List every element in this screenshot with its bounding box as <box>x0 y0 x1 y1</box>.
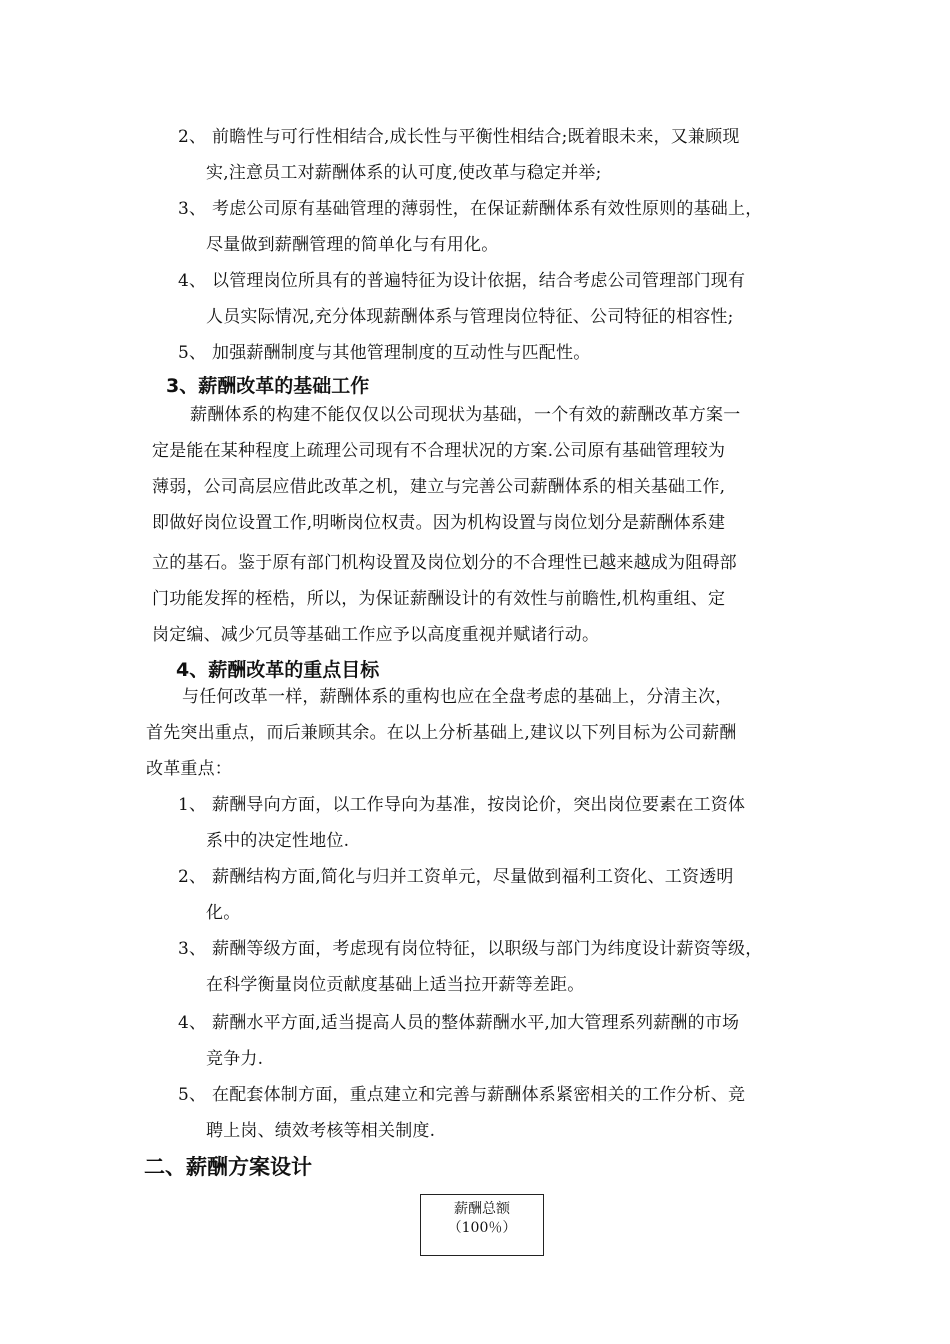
list-item-continuation: 系中的决定性地位. <box>206 831 350 851</box>
list-text: 薪酬结构方面,简化与归并工资单元，尽量做到福利工资化、工资透明 <box>212 867 734 887</box>
list-item-continuation: 尽量做到薪酬管理的简单化与有用化。 <box>206 235 499 255</box>
paragraph-line: 首先突出重点，而后兼顾其余。在以上分析基础上,建议以下列目标为公司薪酬 <box>146 723 737 743</box>
box-percentage: （100％） <box>447 1220 517 1236</box>
list-number: 5、 <box>178 1085 207 1105</box>
list-item <box>178 866 734 888</box>
list-item <box>178 270 745 292</box>
paragraph-line: 改革重点： <box>146 759 232 779</box>
paragraph-line: 薪酬体系的构建不能仅仅以公司现状为基础，一个有效的薪酬改革方案一 <box>190 405 741 425</box>
list-item <box>178 1084 745 1106</box>
chapter-heading: 二、薪酬方案设计 <box>144 1155 312 1179</box>
list-item <box>178 794 745 816</box>
list-number: 2、 <box>178 127 207 147</box>
paragraph-line: 即做好岗位设置工作,明晰岗位权责。因为机构设置与岗位划分是薪酬体系建 <box>152 513 726 533</box>
list-number: 3、 <box>178 939 207 959</box>
list-text: 在配套体制方面，重点建立和完善与薪酬体系紧密相关的工作分析、竞 <box>212 1085 746 1105</box>
list-text: 加强薪酬制度与其他管理制度的互动性与匹配性。 <box>212 343 591 363</box>
list-item-continuation: 人员实际情况,充分体现薪酬体系与管理岗位特征、公司特征的相容性; <box>206 307 734 327</box>
list-item-continuation: 化。 <box>206 903 241 923</box>
list-item-continuation: 聘上岗、绩效考核等相关制度. <box>206 1121 436 1141</box>
list-item-continuation: 在科学衡量岗位贡献度基础上适当拉开薪等差距。 <box>206 975 585 995</box>
list-text: 考虑公司原有基础管理的薄弱性，在保证薪酬体系有效性原则的基础上， <box>212 199 763 219</box>
list-text: 薪酬导向方面，以工作导向为基准，按岗论价，突出岗位要素在工资体 <box>212 795 746 815</box>
salary-total-box <box>420 1194 544 1256</box>
list-item <box>178 126 740 148</box>
box-label: 薪酬总额 <box>454 1201 510 1217</box>
list-number: 4、 <box>178 1013 207 1033</box>
paragraph-line: 与任何改革一样，薪酬体系的重构也应在全盘考虑的基础上，分清主次， <box>182 687 733 707</box>
paragraph-line: 定是能在某种程度上疏理公司现有不合理状况的方案.公司原有基础管理较为 <box>152 441 726 461</box>
list-item <box>178 1012 739 1034</box>
list-item <box>178 342 590 364</box>
paragraph-line: 门功能发挥的桎梏，所以，为保证薪酬设计的有效性与前瞻性,机构重组、定 <box>152 589 726 609</box>
list-text: 以管理岗位所具有的普遍特征为设计依据，结合考虑公司管理部门现有 <box>212 271 746 291</box>
list-number: 1、 <box>178 795 207 815</box>
list-text: 薪酬水平方面,适当提高人员的整体薪酬水平,加大管理系列薪酬的市场 <box>212 1013 740 1033</box>
list-item-continuation: 实,注意员工对薪酬体系的认可度,使改革与稳定并举; <box>206 163 602 183</box>
paragraph-line: 薄弱，公司高层应借此改革之机，建立与完善公司薪酬体系的相关基础工作, <box>152 477 726 497</box>
list-number: 4、 <box>178 271 207 291</box>
section-heading: 4、薪酬改革的重点目标 <box>176 659 380 681</box>
list-text: 前瞻性与可行性相结合,成长性与平衡性相结合;既着眼未来，又兼顾现 <box>212 127 740 147</box>
list-item-continuation: 竞争力. <box>206 1049 264 1069</box>
list-number: 2、 <box>178 867 207 887</box>
list-item <box>178 198 762 220</box>
list-item <box>178 938 762 960</box>
list-text: 薪酬等级方面，考虑现有岗位特征，以职级与部门为纬度设计薪资等级， <box>212 939 763 959</box>
list-number: 3、 <box>178 199 207 219</box>
list-number: 5、 <box>178 343 207 363</box>
paragraph-line: 立的基石。鉴于原有部门机构设置及岗位划分的不合理性已越来越成为阻碍部 <box>152 553 737 573</box>
paragraph-line: 岗定编、减少冗员等基础工作应予以高度重视并赋诸行动。 <box>152 625 600 645</box>
section-heading: 3、薪酬改革的基础工作 <box>166 375 370 397</box>
